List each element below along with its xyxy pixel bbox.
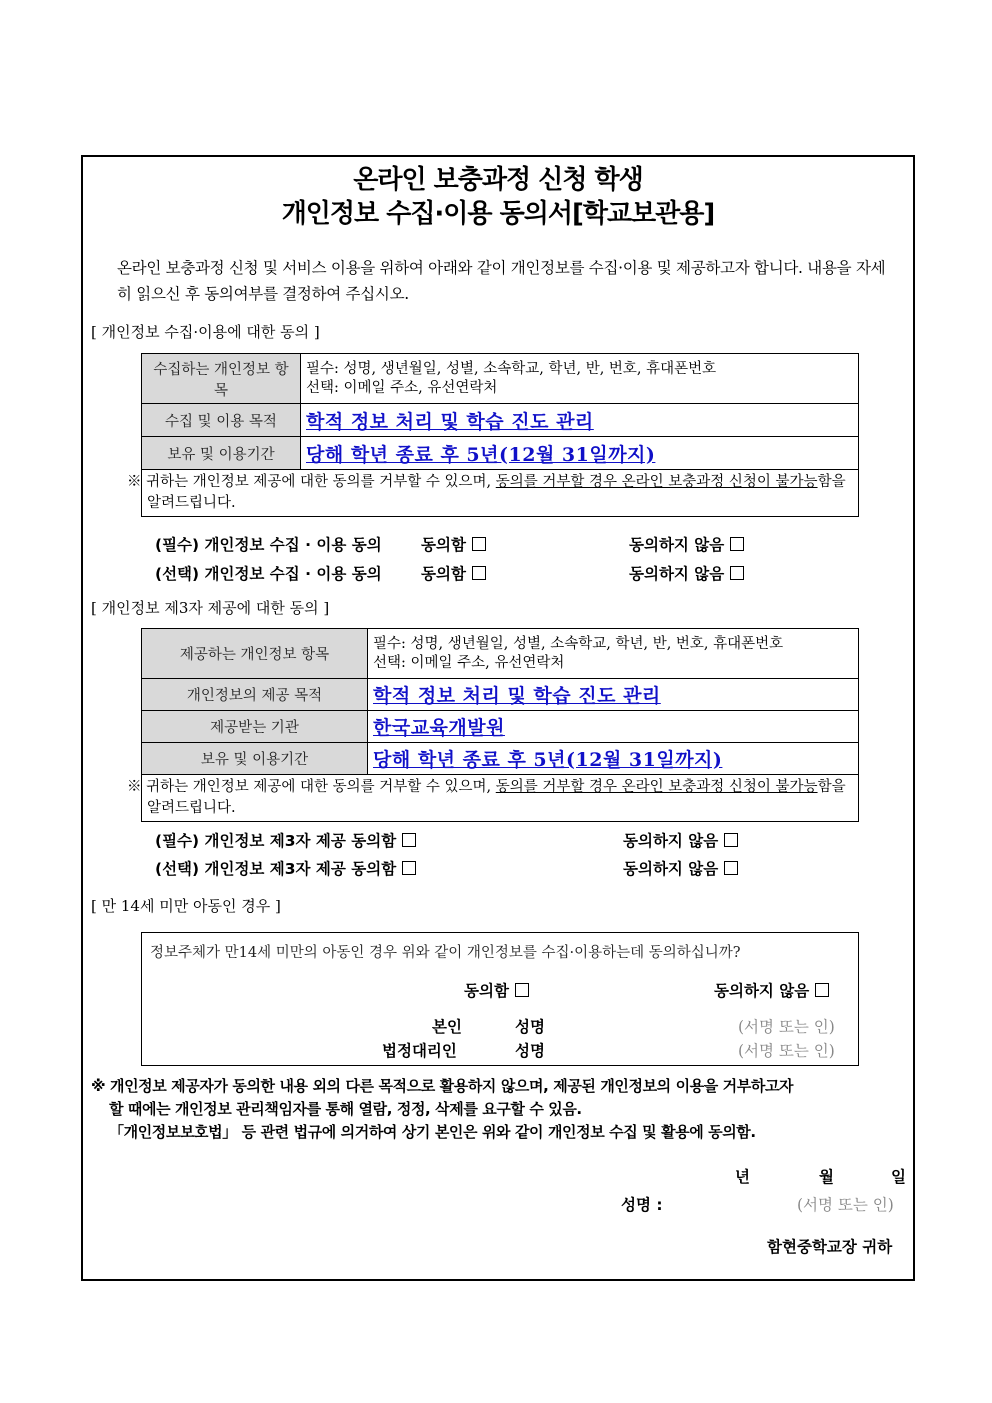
consent-form	[81, 155, 915, 1281]
row-label: 보유 및 이용기간	[142, 743, 368, 775]
consent-required-third-party[interactable]: (필수) 개인정보 제3자 제공 동의함	[155, 829, 416, 851]
row-label: 수집 및 이용 목적	[142, 404, 301, 437]
agree-checkbox[interactable]	[402, 861, 416, 875]
disagree-option[interactable]: 동의하지 않음	[623, 829, 738, 851]
consent-required-collection: (필수) 개인정보 수집 · 이용 동의	[155, 536, 382, 554]
self-label: 본인	[432, 1018, 462, 1036]
disagree-option[interactable]: 동의하지 않음	[629, 533, 744, 555]
row-value: 당해 학년 종료 후 5년(12월 31일까지)	[301, 437, 859, 470]
row-value: 한국교육개발원	[368, 711, 859, 743]
agree-option[interactable]: 동의함	[421, 562, 486, 584]
addressee: 함현중학교장 귀하	[767, 1238, 893, 1256]
form-title-line2: 개인정보 수집·이용 동의서[학교보관용]	[281, 199, 715, 229]
signer-name-label: 성명 :	[621, 1196, 663, 1214]
agree-checkbox[interactable]	[472, 566, 486, 580]
section1-heading: [ 개인정보 수집·이용에 대한 동의 ]	[91, 323, 320, 341]
date-month: 월	[819, 1168, 834, 1186]
consent-optional-collection: (선택) 개인정보 수집 · 이용 동의	[155, 565, 382, 583]
agree-option[interactable]: 동의함	[421, 533, 486, 555]
agree-checkbox[interactable]	[515, 983, 529, 997]
section2-heading: [ 개인정보 제3자 제공에 대한 동의 ]	[91, 599, 330, 617]
guardian-label: 법정대리인	[382, 1042, 457, 1060]
date-year: 년	[735, 1168, 750, 1186]
disagree-checkbox[interactable]	[730, 566, 744, 580]
row-value: 필수: 성명, 생년월일, 성별, 소속학교, 학년, 반, 번호, 휴대폰번호 선택: 이메일 주소, 유선연락처	[368, 629, 859, 679]
intro-text: 온라인 보충과정 신청 및 서비스 이용을 위하여 아래와 같이 개인정보를 수집·이용 및 제공하고자 합니다. 내용을 자세히 읽으신 후 동의여부를 결정하여 주십시오.	[117, 259, 886, 303]
signer-sign-hint[interactable]: (서명 또는 인)	[797, 1196, 894, 1214]
third-party-table	[127, 628, 859, 822]
disagree-option[interactable]: 동의하지 않음	[629, 562, 744, 584]
form-title-line1: 온라인 보충과정 신청 학생	[353, 165, 643, 195]
row-label: 개인정보의 제공 목적	[142, 679, 368, 711]
section3-heading: [ 만 14세 미만 아동인 경우 ]	[91, 897, 281, 915]
bottom-note: ※ 개인정보 제공자가 동의한 내용 외의 다른 목적으로 활용하지 않으며, 제공된 개인정보의 이용을 거부하고자 할 때에는 개인정보 관리책임자를 통해 열람, 정정, 삭제를 요구할 수 있음. 「개인정보보호법」 등 관련 법규에 의거하여 상기 본인은 위와 같이 개인정보 수집 및 활용에 동의함.	[91, 1077, 794, 1141]
guardian-sign-hint[interactable]: (서명 또는 인)	[738, 1042, 835, 1060]
agree-option[interactable]: 동의함	[464, 979, 529, 1001]
refusal-note: ※ 귀하는 개인정보 제공에 대한 동의를 거부할 수 있으며, 동의를 거부할 경우 온라인 보충과정 신청이 불가능함을 알려드립니다.	[142, 470, 859, 517]
refusal-note: ※ 귀하는 개인정보 제공에 대한 동의를 거부할 수 있으며, 동의를 거부할 경우 온라인 보충과정 신청이 불가능함을 알려드립니다.	[142, 775, 859, 822]
row-label: 보유 및 이용기간	[142, 437, 301, 470]
row-label: 수집하는 개인정보 항목	[142, 354, 301, 404]
disagree-checkbox[interactable]	[724, 833, 738, 847]
disagree-checkbox[interactable]	[815, 983, 829, 997]
row-label: 제공하는 개인정보 항목	[142, 629, 368, 679]
consent-optional-third-party[interactable]: (선택) 개인정보 제3자 제공 동의함	[155, 857, 416, 879]
agree-checkbox[interactable]	[472, 537, 486, 551]
row-value: 학적 정보 처리 및 학습 진도 관리	[301, 404, 859, 437]
disagree-checkbox[interactable]	[730, 537, 744, 551]
minor-question: 정보주체가 만14세 미만의 아동인 경우 위와 같이 개인정보를 수집·이용하는데 동의하십니까?	[150, 945, 741, 961]
row-value: 당해 학년 종료 후 5년(12월 31일까지)	[368, 743, 859, 775]
date-day: 일	[891, 1168, 906, 1186]
disagree-checkbox[interactable]	[724, 861, 738, 875]
collection-table	[127, 353, 859, 517]
row-value: 학적 정보 처리 및 학습 진도 관리	[368, 679, 859, 711]
agree-checkbox[interactable]	[402, 833, 416, 847]
self-name-label: 성명	[515, 1018, 545, 1036]
disagree-option[interactable]: 동의하지 않음	[714, 979, 829, 1001]
row-label: 제공받는 기관	[142, 711, 368, 743]
self-sign-hint[interactable]: (서명 또는 인)	[738, 1018, 835, 1036]
row-value: 필수: 성명, 생년월일, 성별, 소속학교, 학년, 반, 번호, 휴대폰번호 선택: 이메일 주소, 유선연락처	[301, 354, 859, 404]
guardian-name-label: 성명	[515, 1042, 545, 1060]
disagree-option[interactable]: 동의하지 않음	[623, 857, 738, 879]
minor-consent-box	[141, 932, 859, 1066]
